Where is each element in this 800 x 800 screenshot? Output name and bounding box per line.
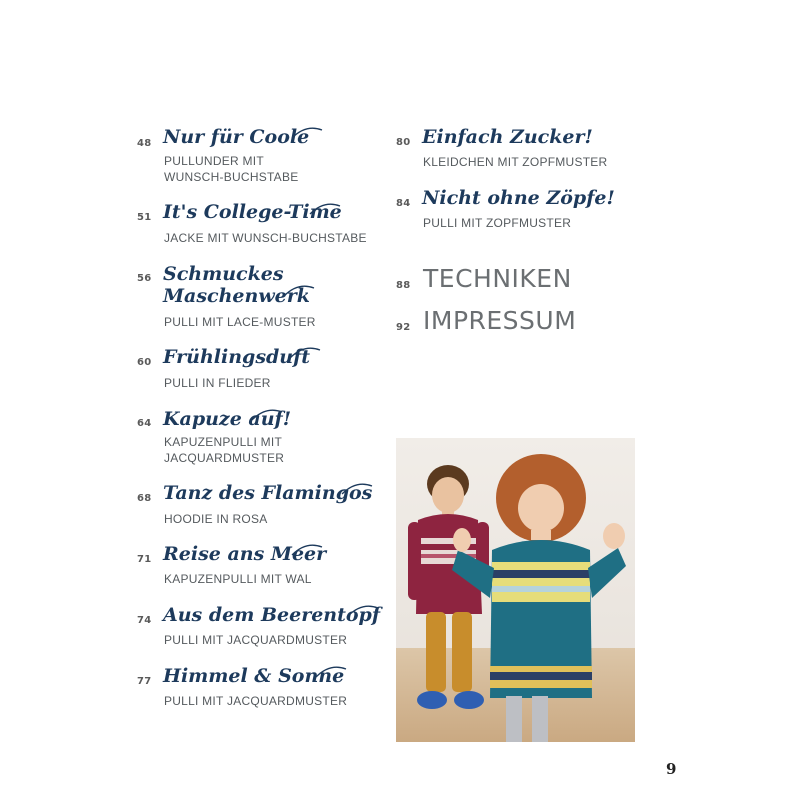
swash-ornament-icon (288, 346, 322, 360)
swash-ornament-icon (250, 408, 284, 422)
swash-ornament-icon (290, 126, 324, 140)
page-number: 56 (137, 273, 152, 284)
entry-subtitle: PULLI MIT ZOPFMUSTER (423, 216, 572, 230)
entry-title: Kapuze auf! (163, 408, 292, 430)
swash-ornament-icon (290, 543, 324, 557)
swash-ornament-icon (340, 482, 374, 496)
page-number: 77 (137, 676, 152, 687)
page-number: 71 (137, 554, 152, 565)
entry-subtitle: JACKE MIT WUNSCH-BUCHSTABE (164, 231, 367, 245)
entry-subtitle: KAPUZENPULLI MIT (164, 435, 283, 449)
swash-ornament-icon (314, 665, 348, 679)
page-number: 60 (137, 357, 152, 368)
page-number: 51 (137, 212, 152, 223)
page-number: 88 (396, 280, 411, 291)
page-number: 48 (137, 138, 152, 149)
entry-subtitle: PULLUNDER MIT (164, 154, 264, 168)
entry-title: Himmel & Sonne (163, 665, 345, 687)
swash-ornament-icon (346, 604, 380, 618)
page-number: 68 (137, 493, 152, 504)
page-number: 84 (396, 198, 411, 209)
entry-title: Aus dem Beerentopf (163, 604, 381, 626)
swash-ornament-icon (308, 202, 342, 216)
entry-subtitle: KAPUZENPULLI MIT WAL (164, 572, 312, 586)
page-number: 80 (396, 137, 411, 148)
entry-subtitle-2: WUNSCH-BUCHSTABE (164, 170, 299, 184)
entry-title: Reise ans Meer (163, 543, 327, 565)
entry-title-2: Maschenwerk (163, 285, 310, 307)
entry-subtitle: PULLI MIT JACQUARDMUSTER (164, 633, 348, 647)
entry-title: Nur für Coole (163, 126, 310, 148)
entry-subtitle: PULLI MIT LACE-MUSTER (164, 315, 316, 329)
page-number-footer: 9 (666, 760, 677, 778)
entry-title: Tanz des Flamingos (163, 482, 373, 504)
entry-title: Einfach Zucker! (422, 126, 593, 148)
section-label: TECHNIKEN (423, 264, 572, 293)
entry-subtitle: PULLI IN FLIEDER (164, 376, 271, 390)
page-number: 64 (137, 418, 152, 429)
page-number: 92 (396, 322, 411, 333)
entry-title: Nicht ohne Zöpfe! (422, 187, 615, 209)
entry-subtitle: KLEIDCHEN MIT ZOPFMUSTER (423, 155, 608, 169)
entry-title: Frühlingsduft (163, 346, 311, 368)
children-photo (396, 438, 635, 742)
section-label: IMPRESSUM (423, 306, 577, 335)
swash-ornament-icon (282, 284, 316, 298)
entry-title: It's College-Time (163, 201, 342, 223)
page-number: 74 (137, 615, 152, 626)
children-photo-icon (396, 438, 635, 742)
entry-title: Schmuckes (163, 263, 284, 285)
entry-subtitle: PULLI MIT JACQUARDMUSTER (164, 694, 348, 708)
entry-subtitle-2: JACQUARDMUSTER (164, 451, 285, 465)
entry-subtitle: HOODIE IN ROSA (164, 512, 268, 526)
